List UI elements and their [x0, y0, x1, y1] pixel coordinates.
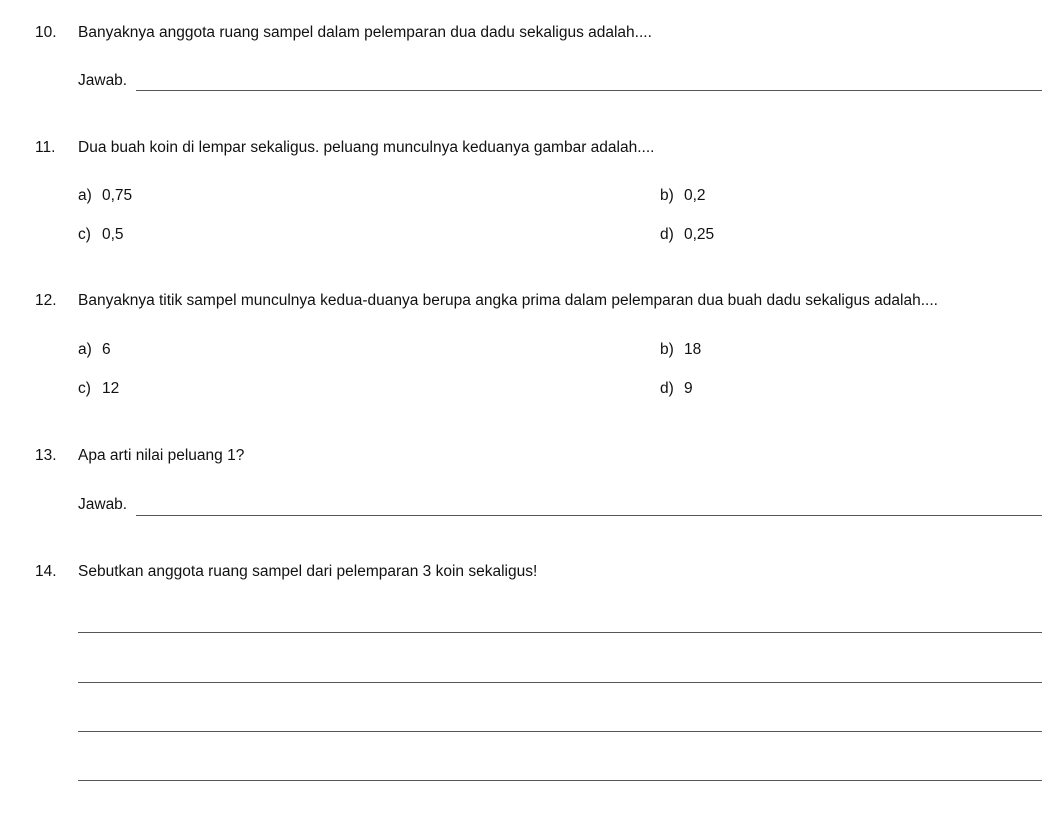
- answer-line[interactable]: [78, 682, 1042, 683]
- option-letter: c): [78, 380, 91, 397]
- option-c[interactable]: [78, 380, 119, 398]
- question-text: Apa arti nilai peluang 1?: [78, 447, 245, 464]
- option-b[interactable]: [660, 187, 706, 205]
- option-value: 0,25: [684, 226, 715, 243]
- option-letter: b): [660, 341, 674, 358]
- option-value: 18: [684, 341, 702, 358]
- option-a[interactable]: [78, 187, 132, 205]
- answer-label: Jawab.: [78, 496, 128, 513]
- question-number: 10.: [35, 24, 57, 41]
- option-value: 0,5: [102, 226, 124, 243]
- option-letter: c): [78, 226, 91, 243]
- option-letter: a): [78, 187, 92, 204]
- option-value: 6: [102, 341, 111, 358]
- question-number: 11.: [35, 139, 56, 156]
- question-13: [35, 447, 1035, 465]
- option-d[interactable]: [660, 380, 693, 398]
- option-b[interactable]: [660, 341, 701, 359]
- question-text: Dua buah koin di lempar sekaligus. peluang munculnya keduanya gambar adalah....: [78, 139, 655, 156]
- answer-line[interactable]: [78, 731, 1042, 732]
- option-letter: d): [660, 226, 674, 243]
- option-letter: a): [78, 341, 92, 358]
- question-text: Banyaknya anggota ruang sampel dalam pelemparan dua dadu sekaligus adalah....: [78, 24, 652, 41]
- option-a[interactable]: [78, 341, 111, 359]
- question-number: 13.: [35, 447, 57, 464]
- question-text: Banyaknya titik sampel munculnya kedua-duanya berupa angka prima dalam pelemparan dua buah dadu sekaligus adalah....: [78, 292, 938, 309]
- question-11: [35, 139, 1035, 157]
- option-letter: b): [660, 187, 674, 204]
- option-d[interactable]: [660, 226, 714, 244]
- question-14: [35, 563, 1035, 581]
- question-12: [35, 292, 1035, 310]
- answer-line[interactable]: [136, 515, 1042, 516]
- option-c[interactable]: [78, 226, 124, 244]
- answer-line[interactable]: [78, 780, 1042, 781]
- question-10: [35, 24, 1035, 42]
- answer-label: Jawab.: [78, 72, 128, 89]
- answer-line[interactable]: [136, 90, 1042, 91]
- option-value: 9: [684, 380, 693, 397]
- option-value: 0,75: [102, 187, 133, 204]
- option-letter: d): [660, 380, 674, 397]
- answer-line[interactable]: [78, 632, 1042, 633]
- option-value: 0,2: [684, 187, 706, 204]
- option-value: 12: [102, 380, 120, 397]
- question-number: 14.: [35, 563, 57, 580]
- question-text: Sebutkan anggota ruang sampel dari pelemparan 3 koin sekaligus!: [78, 563, 538, 580]
- question-number: 12.: [35, 292, 57, 309]
